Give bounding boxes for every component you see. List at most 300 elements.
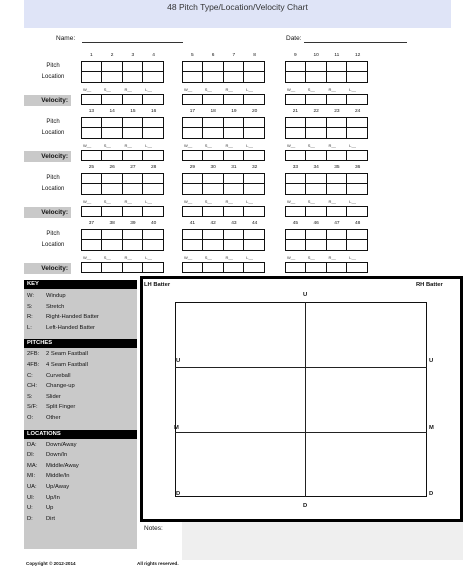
pitch-label: Pitch bbox=[46, 119, 60, 125]
date-field[interactable] bbox=[304, 33, 407, 43]
wsrl-label: L__ bbox=[349, 143, 356, 148]
pitch-cell[interactable] bbox=[203, 184, 223, 194]
wsrl-label: S__ bbox=[307, 255, 315, 260]
pitch-number: 33 bbox=[292, 165, 299, 170]
pitch-cell[interactable] bbox=[347, 118, 367, 128]
pitch-numbers bbox=[182, 109, 265, 116]
wsrl-labels bbox=[81, 87, 164, 93]
pitch-cell[interactable] bbox=[183, 184, 203, 194]
pitch-cell[interactable] bbox=[143, 128, 163, 138]
pitch-cell[interactable] bbox=[102, 174, 122, 184]
velocity-cell[interactable] bbox=[102, 263, 122, 272]
locations-desc: Middle/Away bbox=[46, 462, 79, 469]
key-desc: Stretch bbox=[46, 303, 65, 310]
pitch-cell[interactable] bbox=[244, 174, 264, 184]
wsrl-label: R__ bbox=[225, 255, 233, 260]
zone-middle-left: M bbox=[174, 425, 179, 431]
copyright-text: Copyright © 2012-2014 bbox=[26, 561, 76, 566]
velocity-cell[interactable] bbox=[327, 151, 347, 160]
pitch-location-box[interactable] bbox=[182, 117, 265, 139]
wsrl-label: W__ bbox=[83, 199, 92, 204]
pitch-location-box[interactable] bbox=[285, 61, 368, 83]
pitches-list bbox=[24, 348, 137, 423]
pitch-cell[interactable] bbox=[347, 128, 367, 138]
locations-item bbox=[24, 514, 137, 525]
velocity-cell[interactable] bbox=[82, 95, 102, 104]
locations-item bbox=[24, 482, 137, 493]
locations-desc: Up bbox=[46, 505, 54, 512]
pitch-cell[interactable] bbox=[203, 118, 223, 128]
key-desc: Windup bbox=[46, 293, 66, 299]
pitch-cell[interactable] bbox=[306, 72, 326, 82]
pitch-cell[interactable] bbox=[224, 184, 244, 194]
pitch-cell[interactable] bbox=[306, 230, 326, 240]
pitch-number: 10 bbox=[313, 53, 319, 58]
pitch-cell[interactable] bbox=[347, 174, 367, 184]
pitch-number: 32 bbox=[251, 165, 258, 170]
velocity-cell[interactable] bbox=[286, 263, 306, 272]
velocity-cell[interactable] bbox=[244, 263, 264, 272]
pitch-cell[interactable] bbox=[143, 72, 163, 82]
pitch-cell[interactable] bbox=[203, 230, 223, 240]
pitch-cell[interactable] bbox=[224, 230, 244, 240]
pitch-cell[interactable] bbox=[286, 128, 306, 138]
locations-code: DI: bbox=[27, 452, 35, 459]
velocity-cell[interactable] bbox=[203, 95, 223, 104]
pitch-number: 25 bbox=[88, 165, 95, 170]
velocity-cell[interactable] bbox=[183, 207, 203, 216]
velocity-cell[interactable] bbox=[347, 207, 367, 216]
velocity-cell[interactable] bbox=[286, 95, 306, 104]
wsrl-label: S__ bbox=[307, 87, 315, 92]
pitch-cell[interactable] bbox=[183, 174, 203, 184]
velocity-box[interactable] bbox=[81, 206, 164, 217]
pitches-code: CH: bbox=[27, 383, 37, 390]
pitch-cell[interactable] bbox=[286, 72, 306, 82]
velocity-cell[interactable] bbox=[306, 263, 326, 272]
pitch-cell[interactable] bbox=[306, 240, 326, 250]
wsrl-label: R__ bbox=[328, 199, 336, 204]
name-field[interactable] bbox=[82, 33, 183, 43]
velocity-cell[interactable] bbox=[327, 263, 347, 272]
pitch-cell[interactable] bbox=[82, 230, 102, 240]
pitch-number: 46 bbox=[313, 221, 319, 226]
wsrl-label: L__ bbox=[246, 255, 253, 260]
pitch-cell[interactable] bbox=[123, 184, 143, 194]
pitch-cell[interactable] bbox=[102, 128, 122, 138]
pitch-cell[interactable] bbox=[102, 62, 122, 72]
notes-label: Notes: bbox=[144, 525, 163, 532]
velocity-cell[interactable] bbox=[347, 263, 367, 272]
wsrl-label: R__ bbox=[225, 199, 233, 204]
velocity-box[interactable] bbox=[81, 262, 164, 273]
zone-down-bottom: D bbox=[303, 503, 308, 509]
pitch-location-box[interactable] bbox=[285, 229, 368, 251]
pitch-cell[interactable] bbox=[306, 118, 326, 128]
pitch-cell[interactable] bbox=[327, 240, 347, 250]
pitch-cell[interactable] bbox=[203, 72, 223, 82]
pitch-numbers bbox=[81, 165, 164, 172]
pitch-cell[interactable] bbox=[143, 118, 163, 128]
strike-zone-grid[interactable] bbox=[175, 302, 427, 497]
pitch-cell[interactable] bbox=[286, 62, 306, 72]
pitch-cell[interactable] bbox=[123, 118, 143, 128]
velocity-box[interactable] bbox=[285, 94, 368, 105]
pitch-cell[interactable] bbox=[82, 118, 102, 128]
velocity-cell[interactable] bbox=[224, 263, 244, 272]
pitch-number: 24 bbox=[354, 109, 361, 114]
velocity-cell[interactable] bbox=[123, 263, 143, 272]
location-label: Location bbox=[41, 186, 65, 192]
pitch-cell[interactable] bbox=[327, 128, 347, 138]
pitch-cell[interactable] bbox=[286, 240, 306, 250]
locations-item bbox=[24, 461, 137, 472]
pitch-numbers bbox=[182, 165, 265, 172]
pitch-cell[interactable] bbox=[327, 174, 347, 184]
pitch-numbers bbox=[285, 221, 368, 228]
pitch-cell[interactable] bbox=[123, 174, 143, 184]
pitch-number: 41 bbox=[189, 221, 196, 226]
pitch-cell[interactable] bbox=[286, 230, 306, 240]
rights-text: All rights reserved. bbox=[137, 561, 179, 566]
velocity-box[interactable] bbox=[285, 206, 368, 217]
pitch-cell[interactable] bbox=[102, 240, 122, 250]
rh-batter-label: RH Batter bbox=[416, 282, 443, 288]
pitch-cell[interactable] bbox=[102, 118, 122, 128]
pitch-number: 13 bbox=[88, 109, 95, 114]
velocity-cell[interactable] bbox=[143, 95, 163, 104]
grid-horizontal-line-1 bbox=[175, 367, 427, 368]
velocity-cell[interactable] bbox=[203, 263, 223, 272]
velocity-cell[interactable] bbox=[244, 151, 264, 160]
pitch-cell[interactable] bbox=[143, 230, 163, 240]
locations-header: LOCATIONS bbox=[24, 430, 137, 439]
pitch-cell[interactable] bbox=[224, 174, 244, 184]
locations-item bbox=[24, 503, 137, 514]
pitches-code: C: bbox=[27, 372, 33, 379]
velocity-cell[interactable] bbox=[244, 207, 264, 216]
pitch-cell[interactable] bbox=[224, 240, 244, 250]
locations-item bbox=[24, 450, 137, 461]
pitch-cell[interactable] bbox=[123, 72, 143, 82]
wsrl-label: R__ bbox=[328, 255, 336, 260]
velocity-cell[interactable] bbox=[224, 95, 244, 104]
velocity-cell[interactable] bbox=[327, 207, 347, 216]
pitch-cell[interactable] bbox=[244, 62, 264, 72]
velocity-cell[interactable] bbox=[82, 263, 102, 272]
wsrl-label: L__ bbox=[145, 143, 152, 148]
velocity-cell[interactable] bbox=[224, 151, 244, 160]
pitch-number: 22 bbox=[313, 109, 319, 114]
pitch-cell[interactable] bbox=[82, 174, 102, 184]
velocity-cell[interactable] bbox=[203, 151, 223, 160]
pitch-cell[interactable] bbox=[82, 240, 102, 250]
pitch-cell[interactable] bbox=[244, 240, 264, 250]
pitch-cell[interactable] bbox=[244, 118, 264, 128]
wsrl-label: W__ bbox=[287, 143, 296, 148]
pitch-cell[interactable] bbox=[224, 128, 244, 138]
pitch-cell[interactable] bbox=[203, 128, 223, 138]
pitch-cell[interactable] bbox=[306, 184, 326, 194]
velocity-box[interactable] bbox=[285, 150, 368, 161]
wsrl-labels bbox=[182, 143, 265, 149]
pitch-number: 14 bbox=[109, 109, 115, 114]
wsrl-label: W__ bbox=[184, 199, 193, 204]
pitch-cell[interactable] bbox=[327, 72, 347, 82]
pitches-desc: 2 Seam Fastball bbox=[46, 351, 88, 358]
pitch-number: 6 bbox=[211, 53, 215, 58]
wsrl-labels bbox=[285, 87, 368, 93]
pitch-cell[interactable] bbox=[327, 230, 347, 240]
pitch-cell[interactable] bbox=[143, 240, 163, 250]
pitches-item bbox=[24, 360, 137, 371]
pitch-number: 11 bbox=[334, 53, 340, 58]
velocity-cell[interactable] bbox=[143, 207, 163, 216]
key-item bbox=[24, 312, 137, 323]
key-item bbox=[24, 302, 137, 313]
pitch-cell[interactable] bbox=[143, 184, 163, 194]
grid-vertical-line bbox=[305, 302, 306, 497]
pitch-cell[interactable] bbox=[347, 240, 367, 250]
velocity-cell[interactable] bbox=[183, 95, 203, 104]
pitch-cell[interactable] bbox=[306, 62, 326, 72]
wsrl-labels bbox=[182, 199, 265, 205]
pitch-cell[interactable] bbox=[143, 174, 163, 184]
pitch-number: 12 bbox=[354, 53, 361, 58]
key-list bbox=[24, 289, 137, 333]
pitch-cell[interactable] bbox=[286, 184, 306, 194]
locations-desc: Dirt bbox=[46, 515, 56, 522]
pitches-code: 4FB: bbox=[27, 361, 40, 368]
pitches-header: PITCHES bbox=[24, 339, 137, 348]
velocity-cell[interactable] bbox=[347, 95, 367, 104]
wsrl-label: L__ bbox=[349, 255, 356, 260]
zone-middle-right: M bbox=[429, 425, 434, 431]
pitches-item bbox=[24, 349, 137, 360]
pitch-cell[interactable] bbox=[224, 62, 244, 72]
pitch-number: 31 bbox=[231, 165, 237, 170]
pitch-cell[interactable] bbox=[306, 128, 326, 138]
key-desc: Left-Handed Batter bbox=[46, 324, 95, 331]
velocity-cell[interactable] bbox=[123, 207, 143, 216]
locations-code: UI: bbox=[27, 494, 35, 501]
wsrl-label: R__ bbox=[328, 87, 336, 92]
velocity-cell[interactable] bbox=[183, 263, 203, 272]
pitch-cell[interactable] bbox=[82, 72, 102, 82]
velocity-box[interactable] bbox=[182, 206, 265, 217]
pitch-number: 16 bbox=[150, 109, 157, 114]
wsrl-label: R__ bbox=[124, 255, 132, 260]
wsrl-label: L__ bbox=[246, 143, 253, 148]
pitch-cell[interactable] bbox=[224, 72, 244, 82]
wsrl-labels bbox=[285, 255, 368, 261]
velocity-cell[interactable] bbox=[306, 207, 326, 216]
pitch-cell[interactable] bbox=[82, 128, 102, 138]
pitch-cell[interactable] bbox=[347, 72, 367, 82]
notes-field[interactable] bbox=[182, 522, 463, 560]
pitch-cell[interactable] bbox=[327, 62, 347, 72]
wsrl-labels bbox=[81, 143, 164, 149]
pitch-location-box[interactable] bbox=[285, 117, 368, 139]
pitches-code: 2FB: bbox=[27, 351, 40, 358]
pitch-cell[interactable] bbox=[347, 62, 367, 72]
velocity-box[interactable] bbox=[182, 94, 265, 105]
velocity-cell[interactable] bbox=[224, 207, 244, 216]
pitch-cell[interactable] bbox=[244, 184, 264, 194]
pitch-cell[interactable] bbox=[183, 62, 203, 72]
pitches-item bbox=[24, 381, 137, 392]
velocity-cell[interactable] bbox=[102, 151, 122, 160]
velocity-cell[interactable] bbox=[102, 207, 122, 216]
wsrl-label: S__ bbox=[103, 143, 111, 148]
pitch-numbers bbox=[285, 109, 368, 116]
velocity-cell[interactable] bbox=[327, 95, 347, 104]
pitch-cell[interactable] bbox=[102, 184, 122, 194]
pitch-cell[interactable] bbox=[347, 184, 367, 194]
date-label: Date: bbox=[286, 35, 302, 42]
pitch-cell[interactable] bbox=[203, 240, 223, 250]
pitch-location-box[interactable] bbox=[81, 117, 164, 139]
wsrl-label: S__ bbox=[103, 199, 111, 204]
pitch-number: 48 bbox=[354, 221, 361, 226]
velocity-cell[interactable] bbox=[306, 151, 326, 160]
location-label: Location bbox=[41, 130, 65, 136]
pitch-cell[interactable] bbox=[286, 174, 306, 184]
velocity-cell[interactable] bbox=[183, 151, 203, 160]
velocity-label: Velocity: bbox=[24, 95, 71, 106]
pitch-cell[interactable] bbox=[82, 184, 102, 194]
velocity-cell[interactable] bbox=[286, 151, 306, 160]
lh-batter-label: LH Batter bbox=[144, 282, 171, 288]
pitch-cell[interactable] bbox=[123, 62, 143, 72]
velocity-box[interactable] bbox=[182, 262, 265, 273]
pitch-cell[interactable] bbox=[82, 62, 102, 72]
velocity-cell[interactable] bbox=[203, 207, 223, 216]
pitch-cell[interactable] bbox=[183, 118, 203, 128]
pitch-cell[interactable] bbox=[244, 128, 264, 138]
pitch-location-box[interactable] bbox=[182, 229, 265, 251]
pitch-cell[interactable] bbox=[143, 62, 163, 72]
pitch-number: 45 bbox=[292, 221, 299, 226]
pitch-location-box[interactable] bbox=[182, 173, 265, 195]
pitch-location-box[interactable] bbox=[81, 61, 164, 83]
pitch-number: 7 bbox=[232, 53, 236, 58]
pitch-cell[interactable] bbox=[183, 72, 203, 82]
velocity-cell[interactable] bbox=[82, 151, 102, 160]
zone-down-right: D bbox=[429, 491, 434, 497]
pitches-desc: Change-up bbox=[46, 383, 75, 390]
pitch-number: 4 bbox=[152, 53, 155, 58]
velocity-cell[interactable] bbox=[306, 95, 326, 104]
pitch-cell[interactable] bbox=[183, 128, 203, 138]
velocity-cell[interactable] bbox=[244, 95, 264, 104]
pitch-location-box[interactable] bbox=[285, 173, 368, 195]
pitch-numbers bbox=[285, 165, 368, 172]
pitch-label: Pitch bbox=[46, 63, 60, 69]
pitch-location-box[interactable] bbox=[182, 61, 265, 83]
page-title: 48 Pitch Type/Location/Velocity Chart bbox=[167, 2, 308, 12]
pitches-item bbox=[24, 371, 137, 382]
zone-up-top: U bbox=[303, 292, 308, 298]
location-label: Location bbox=[41, 74, 65, 80]
pitch-location-box[interactable] bbox=[81, 229, 164, 251]
pitch-cell[interactable] bbox=[347, 230, 367, 240]
location-label: Location bbox=[41, 242, 65, 248]
pitch-cell[interactable] bbox=[123, 240, 143, 250]
pitch-number: 15 bbox=[130, 109, 136, 114]
key-desc: Right-Handed Batter bbox=[46, 314, 99, 321]
velocity-cell[interactable] bbox=[102, 95, 122, 104]
pitch-numbers bbox=[182, 53, 265, 60]
wsrl-label: L__ bbox=[145, 87, 152, 92]
pitch-location-box[interactable] bbox=[81, 173, 164, 195]
pitch-number: 8 bbox=[253, 53, 256, 58]
pitch-cell[interactable] bbox=[327, 184, 347, 194]
locations-desc: Middle/In bbox=[46, 473, 70, 480]
pitch-cell[interactable] bbox=[183, 240, 203, 250]
velocity-cell[interactable] bbox=[347, 151, 367, 160]
pitch-cell[interactable] bbox=[203, 62, 223, 72]
locations-code: D: bbox=[27, 515, 33, 522]
velocity-cell[interactable] bbox=[123, 151, 143, 160]
zone-down-left: D bbox=[176, 491, 181, 497]
pitch-cell[interactable] bbox=[244, 230, 264, 240]
wsrl-labels bbox=[81, 199, 164, 205]
wsrl-label: W__ bbox=[287, 199, 296, 204]
velocity-cell[interactable] bbox=[286, 207, 306, 216]
pitch-cell[interactable] bbox=[306, 174, 326, 184]
key-code: S: bbox=[27, 303, 33, 310]
pitch-number: 19 bbox=[231, 109, 237, 114]
pitch-label: Pitch bbox=[46, 231, 60, 237]
locations-item bbox=[24, 471, 137, 482]
velocity-box[interactable] bbox=[81, 150, 164, 161]
velocity-box[interactable] bbox=[81, 94, 164, 105]
pitch-cell[interactable] bbox=[123, 128, 143, 138]
wsrl-label: W__ bbox=[83, 143, 92, 148]
pitch-cell[interactable] bbox=[123, 230, 143, 240]
pitch-number: 47 bbox=[334, 221, 340, 226]
pitch-cell[interactable] bbox=[183, 230, 203, 240]
pitch-cell[interactable] bbox=[102, 230, 122, 240]
pitch-cell[interactable] bbox=[224, 118, 244, 128]
pitch-cell[interactable] bbox=[203, 174, 223, 184]
pitch-cell[interactable] bbox=[244, 72, 264, 82]
velocity-cell[interactable] bbox=[123, 95, 143, 104]
pitch-number: 20 bbox=[251, 109, 258, 114]
wsrl-label: S__ bbox=[204, 199, 212, 204]
velocity-cell[interactable] bbox=[143, 263, 163, 272]
wsrl-labels bbox=[285, 143, 368, 149]
legend-sidebar bbox=[24, 280, 137, 549]
locations-desc: Down/In bbox=[46, 452, 68, 459]
wsrl-label: R__ bbox=[124, 199, 132, 204]
velocity-box[interactable] bbox=[285, 262, 368, 273]
locations-desc: Down/Away bbox=[46, 441, 77, 448]
wsrl-label: R__ bbox=[328, 143, 336, 148]
pitch-number: 23 bbox=[334, 109, 340, 114]
velocity-cell[interactable] bbox=[143, 151, 163, 160]
velocity-box[interactable] bbox=[182, 150, 265, 161]
locations-code: MI: bbox=[27, 473, 36, 480]
pitch-cell[interactable] bbox=[327, 118, 347, 128]
velocity-cell[interactable] bbox=[82, 207, 102, 216]
pitch-label: Pitch bbox=[46, 175, 60, 181]
pitch-cell[interactable] bbox=[286, 118, 306, 128]
locations-code: UA: bbox=[27, 483, 37, 490]
locations-desc: Up/Away bbox=[46, 483, 70, 490]
pitch-cell[interactable] bbox=[102, 72, 122, 82]
